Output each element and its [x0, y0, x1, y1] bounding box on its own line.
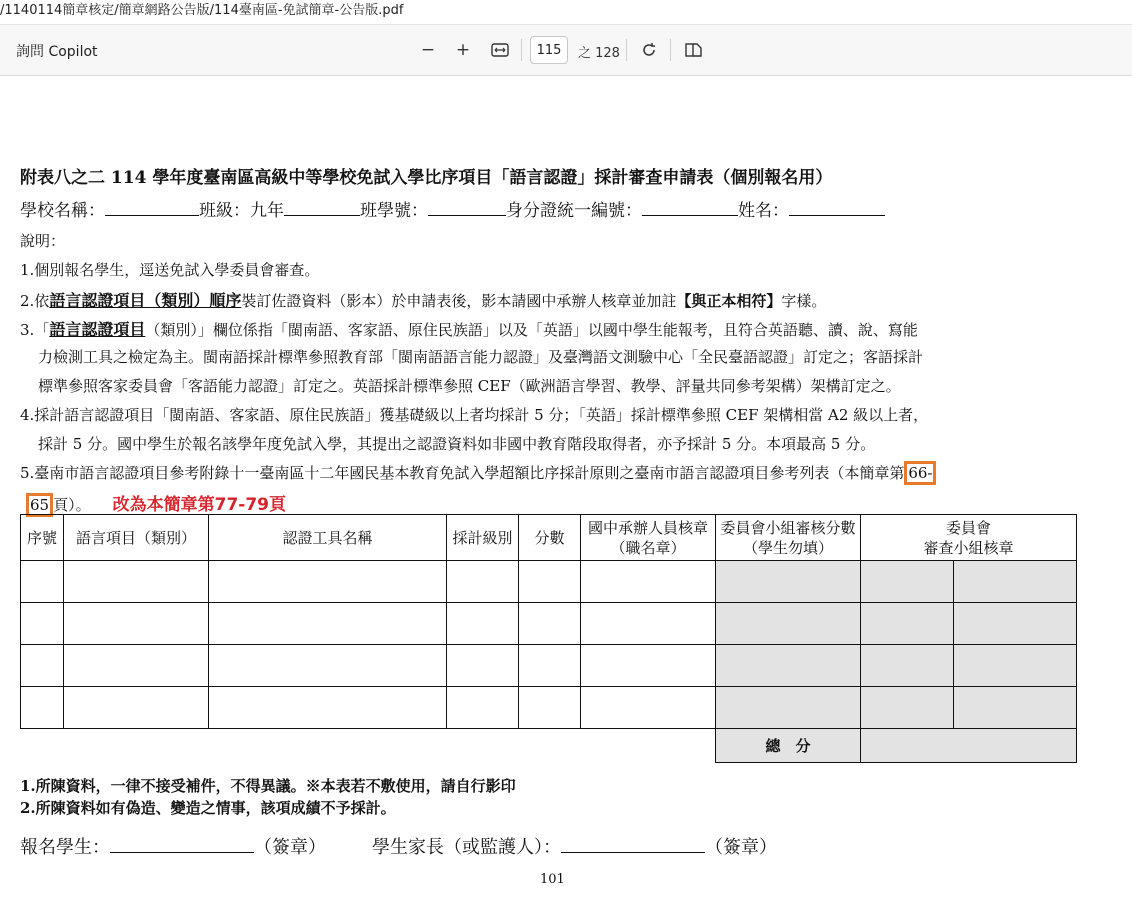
- rotate-button[interactable]: [636, 37, 662, 63]
- fit-width-icon: [491, 43, 509, 57]
- zoom-out-button[interactable]: −: [420, 40, 436, 60]
- col-header: 認證工具名稱: [209, 515, 447, 561]
- field-seat-blank: [428, 201, 506, 216]
- url-text: /1140114簡章核定/簡章網路公告版/114臺南區-免試簡章-公告版.pdf: [0, 3, 404, 18]
- doc-title: 附表八之二 114 學年度臺南區高級中等學校免試入學比序項目「語言認證」採計審查申請表（個別報名用）: [20, 168, 833, 188]
- col-header: 序號: [21, 515, 64, 561]
- sign-parent-blank: [561, 838, 705, 853]
- table-row: [21, 645, 1077, 687]
- rotate-icon: [640, 41, 658, 59]
- page-number: 101: [540, 872, 565, 887]
- item-3-line-3: 標準參照客家委員會「客語能力認證」訂定之。英語採計標準參照 CEF（歐洲語言學習、教學、評量共同參考架構）架構訂定之。: [38, 377, 901, 395]
- field-school-label: 學校名稱：: [20, 201, 105, 221]
- copilot-button[interactable]: 詢問 Copilot: [16, 44, 98, 60]
- col-header-line: （學生勿填）: [742, 538, 833, 557]
- col-header-line: 審查小組核章: [923, 538, 1014, 557]
- table-row: [21, 687, 1077, 729]
- highlight-annotation: 65: [26, 493, 53, 517]
- url-bar[interactable]: [0, 0, 1132, 25]
- field-class-blank: [284, 201, 360, 216]
- table-total-row: [21, 729, 1077, 763]
- item-5-text: 頁）。: [53, 496, 91, 514]
- col-header: 語言項目（類別）: [64, 515, 209, 561]
- item-4-line-1: 4.採計語言認證項目「閩南語、客家語、原住民族語」獲基礎級以上者均採計 5 分；「英語」採計標準參照 CEF 架構相當 A2 級以上者，: [20, 406, 929, 424]
- item-2: [20, 288, 826, 311]
- pdf-toolbar: [0, 25, 1132, 76]
- highlight-annotation: 66-: [904, 461, 936, 485]
- zoom-in-button[interactable]: +: [455, 40, 471, 60]
- page-total: 之 128: [578, 46, 620, 61]
- col-header-line: 國中承辦人員核章: [587, 518, 708, 537]
- col-header: [581, 515, 716, 561]
- col-header-line: （職名章）: [610, 538, 686, 557]
- footnote-1: 1.所陳資料，一律不接受補件，不得異議。※本表若不敷使用，請自行影印: [20, 777, 516, 795]
- table-row: [21, 603, 1077, 645]
- field-name-label: 姓名：: [738, 201, 789, 221]
- item-2-emphasis: 語言認證項目（類別）順序: [49, 291, 242, 310]
- page-number-input[interactable]: 115: [530, 36, 568, 64]
- item-5-line-1: [20, 462, 936, 483]
- pdf-page: [0, 76, 1132, 912]
- explain-heading: 說明：: [20, 232, 66, 250]
- item-1: 1.個別報名學生，逕送免試入學委員會審查。: [20, 261, 320, 279]
- application-table: [20, 514, 1077, 763]
- item-2-text: 字樣。: [781, 292, 827, 310]
- toolbar-divider: [521, 39, 522, 61]
- table-row: [21, 561, 1077, 603]
- item-2-text: 2.依: [20, 292, 50, 310]
- signature-line: [20, 833, 777, 859]
- toolbar-divider: [626, 39, 627, 61]
- sign-seal-label: （簽章）: [254, 837, 326, 858]
- fit-width-button[interactable]: [487, 37, 513, 63]
- col-header-line: 委員會: [945, 518, 991, 537]
- item-2-text: 裝訂佐證資料（影本）於申請表後，影本請國中承辦人核章並加註: [241, 292, 677, 310]
- col-header-line: 委員會小組審核分數: [720, 518, 856, 537]
- col-header: 分數: [519, 515, 581, 561]
- field-class-label: 班級：九年: [199, 201, 284, 221]
- field-name-blank: [789, 201, 885, 216]
- footnote-2: 2.所陳資料如有偽造、變造之情事，該項成績不予採計。: [20, 799, 396, 817]
- col-header: [861, 515, 1077, 561]
- table-header-row: [21, 515, 1077, 561]
- field-id-label: 身分證統一編號：: [506, 201, 642, 221]
- col-header: [716, 515, 861, 561]
- item-3-emphasis: 語言認證項目: [49, 320, 146, 339]
- sign-seal-label: （簽章）: [705, 837, 777, 858]
- red-correction-note: 改為本簡章第77-79頁: [112, 495, 286, 515]
- total-label: 總 分: [716, 729, 861, 763]
- info-fields: [20, 196, 885, 221]
- page-view-button[interactable]: [681, 37, 707, 63]
- field-id-blank: [642, 201, 738, 216]
- item-5-line-2: [26, 490, 286, 515]
- sign-student-label: 報名學生：: [20, 837, 110, 858]
- item-3-line-1: [20, 317, 918, 340]
- item-3-text: （類別）」欄位係指「閩南語、客家語、原住民族語」以及「英語」以國中學生能報考，且符合英語聽、讀、說、寫能: [145, 321, 918, 339]
- toolbar-divider: [670, 39, 671, 61]
- item-5-text: 5.臺南市語言認證項目參考附錄十一臺南區十二年國民基本教育免試入學超額比序採計原則之臺南市語言認證項目參考列表（本簡章第: [20, 464, 905, 482]
- col-header: 採計級別: [447, 515, 519, 561]
- page-view-icon: [685, 42, 703, 58]
- item-3-line-2: 力檢測工具之檢定為主。閩南語採計標準參照教育部「閩南語語言能力認證」及臺灣語文測驗中心「全民臺語認證」訂定之；客語採計: [38, 348, 924, 366]
- sign-parent-label: 學生家長（或監護人）：: [372, 837, 561, 858]
- sign-student-blank: [110, 838, 254, 853]
- item-3-text: 3.「: [20, 321, 50, 339]
- item-4-line-2: 採計 5 分。國中學生於報名該學年度免試入學，其提出之認證資料如非國中教育階段取得者，亦予採計 5 分。本項最高 5 分。: [38, 435, 876, 453]
- field-school-blank: [105, 201, 199, 216]
- total-value: [861, 729, 1077, 763]
- field-seat-label: 班學號：: [360, 201, 428, 221]
- item-2-emphasis: 【與正本相符】: [676, 292, 782, 310]
